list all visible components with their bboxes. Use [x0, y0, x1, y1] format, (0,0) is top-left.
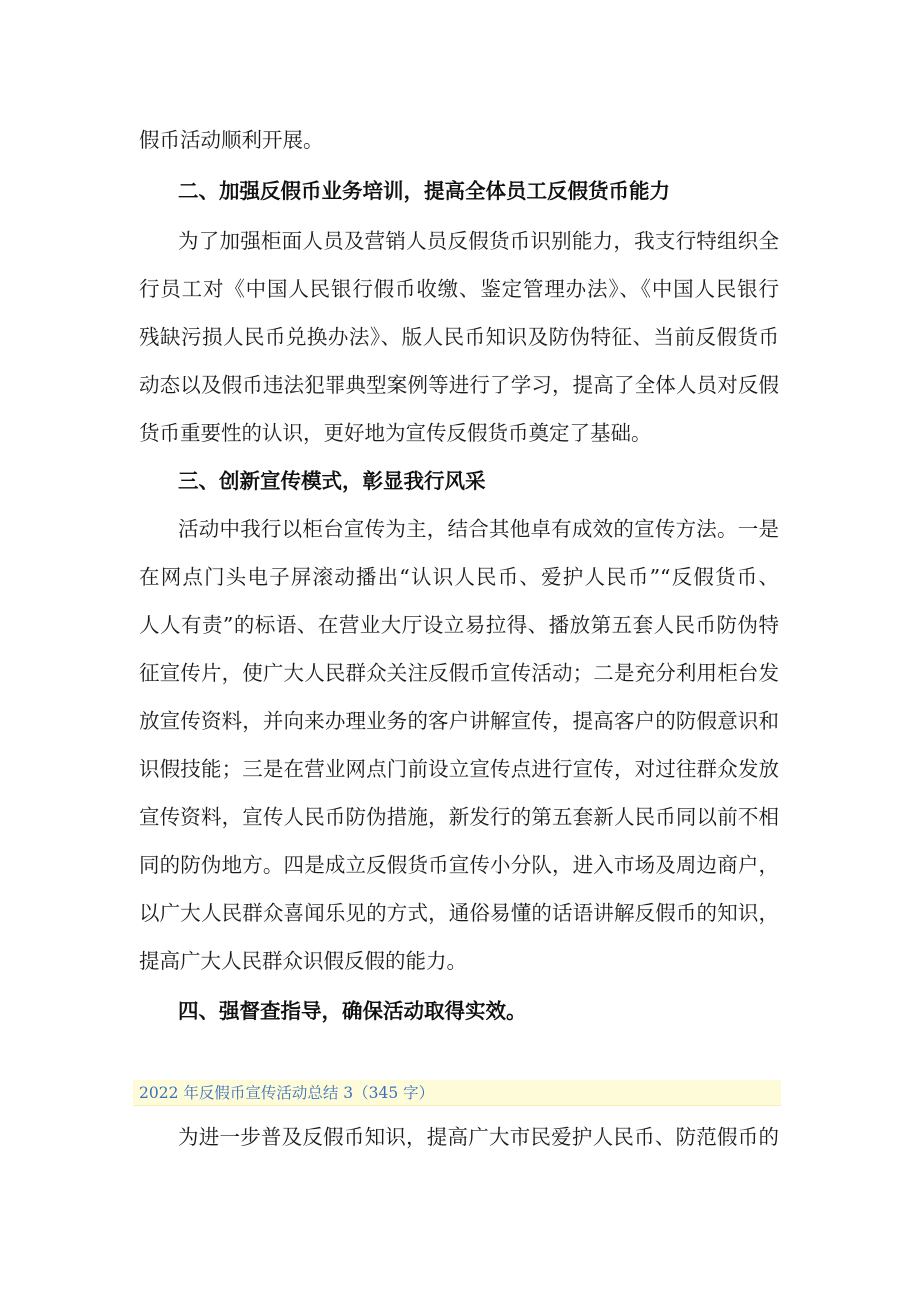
paragraph-line: 识假技能；三是在营业网点门前设立宣传点进行宣传，对过往群众发放 — [139, 757, 779, 781]
paragraph-line: 宣传资料，宣传人民币防伪措施，新发行的第五套新人民币同以前不相 — [139, 805, 779, 829]
paragraph-line: 残缺污损人民币兑换办法》、版人民币知识及防伪特征、当前反假货币 — [139, 325, 779, 349]
paragraph-line: 为了加强柜面人员及营销人员反假货币识别能力，我支行特组织全 — [178, 229, 779, 253]
section-heading-innovation: 三、创新宣传模式，彰显我行风采 — [178, 469, 486, 493]
paragraph-line: 在网点门头电子屏滚动播出“认识人民币、爱护人民币”“反假货币、 — [139, 565, 779, 589]
paragraph-line: 货币重要性的认识，更好地为宣传反假货币奠定了基础。 — [139, 421, 652, 445]
paragraph-line: 活动中我行以柜台宣传为主，结合其他卓有成效的宣传方法。一是 — [178, 517, 779, 541]
paragraph-line: 动态以及假币违法犯罪典型案例等进行了学习，提高了全体人员对反假 — [139, 373, 779, 397]
toc-link-summary-3[interactable]: 2022 年反假币宣传活动总结 3（345 字） — [133, 1080, 781, 1106]
paragraph-line: 提高广大人民群众识假反假的能力。 — [139, 949, 467, 973]
paragraph-line: 为进一步普及反假币知识，提高广大市民爱护人民币、防范假币的 — [178, 1125, 779, 1149]
section-heading-training: 二、加强反假币业务培训，提高全体员工反假货币能力 — [178, 179, 670, 203]
paragraph-line: 人人有责”的标语、在营业大厅设立易拉得、播放第五套人民币防伪特 — [139, 613, 779, 637]
section-heading-supervision: 四、强督查指导，确保活动取得实效。 — [178, 999, 527, 1023]
paragraph-line: 同的防伪地方。四是成立反假货币宣传小分队，进入市场及周边商户， — [139, 853, 779, 877]
paragraph-line: 假币活动顺利开展。 — [139, 128, 324, 152]
paragraph-line: 以广大人民群众喜闻乐见的方式，通俗易懂的话语讲解反假币的知识， — [139, 901, 779, 925]
paragraph-line: 放宣传资料，并向来办理业务的客户讲解宣传，提高客户的防假意识和 — [139, 709, 779, 733]
paragraph-line: 行员工对《中国人民银行假币收缴、鉴定管理办法》、《中国人民银行 — [139, 277, 779, 301]
paragraph-line: 征宣传片，使广大人民群众关注反假币宣传活动；二是充分利用柜台发 — [139, 661, 779, 685]
